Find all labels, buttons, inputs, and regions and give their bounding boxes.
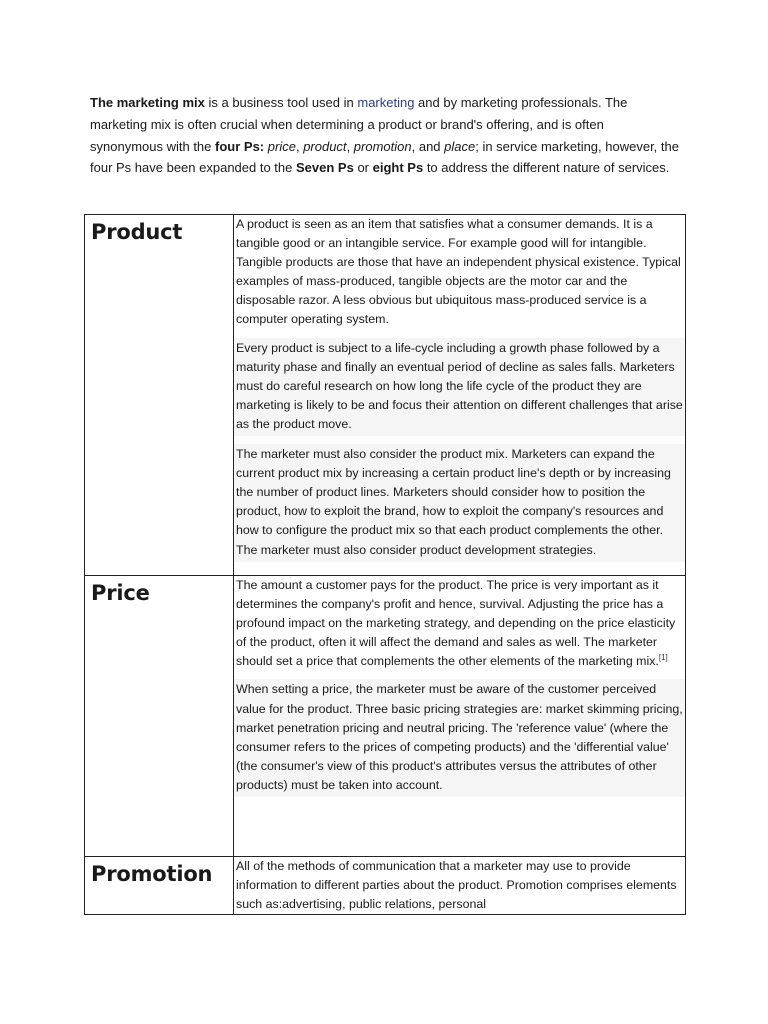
marketing-mix-table (84, 214, 686, 915)
product-paragraph-2: Every product is subject to a life-cycle including a growth phase followed by a maturity phase and finally an eventual period of decline as sales falls. Marketers must do careful research on how long the life cycle of the product they are marketing is likely to be and focus their attention on different challenges that arise as the product move. (234, 338, 685, 436)
price-paragraph-1 (234, 576, 685, 671)
intro-text: ; in service marketing, however, the four Ps have been expanded to the (90, 138, 679, 176)
intro-text: , (295, 138, 304, 154)
product-paragraph-1: A product is seen as an item that satisfies what a consumer demands. It is a tangible good or an intangible service. For example good will for intangible. Tangible products are those that have an independent physical existence. Typical examples of mass-produced, tangible objects are the motor car and the disposable razor. A less obvious but ubiquitous mass-produced service is a computer operating system. (236, 217, 681, 327)
intro-term-product: product (303, 138, 347, 154)
intro-term-four-ps: four Ps: (215, 138, 265, 154)
promotion-paragraph-1: All of the methods of communication that a marketer may use to provide information to different parties about the product. Promotion comprises elements such as:advertising, public relations, personal (236, 859, 677, 912)
row-text-cell (234, 576, 686, 857)
row-label-cell (85, 857, 234, 915)
row-label-price: Price (91, 581, 150, 605)
intro-paragraph (90, 92, 680, 179)
row-label-product: Product (91, 220, 183, 244)
intro-term-price: price (267, 138, 296, 154)
row-text-cell (234, 215, 686, 576)
row-label-cell (85, 576, 234, 857)
row-label-promotion: Promotion (91, 862, 213, 886)
intro-term-promotion: promotion (353, 138, 412, 154)
marketing-link[interactable]: marketing (357, 95, 415, 110)
intro-text: or (353, 160, 373, 176)
intro-term-place: place (444, 138, 476, 154)
row-label-cell (85, 215, 234, 576)
table-row-price (85, 576, 686, 857)
intro-text: , (346, 138, 354, 154)
product-paragraph-3: The marketer must also consider the product mix. Marketers can expand the current product mix by increasing a certain product line's depth or by increasing the number of product lines. Marketers should consider how to position the product, how to exploit the brand, how to exploit the company's resources and how to configure the product mix so that each product complements the other. The marketer must also consider product development strategies. (234, 444, 685, 562)
intro-text: and by marketing professionals. The marketing mix is often crucial when determining a product or brand's offering, and is often synonymous with the (90, 95, 628, 154)
row-text-cell (234, 857, 686, 915)
intro-text: is a business tool used in (204, 95, 358, 110)
price-paragraph-1-text: The amount a customer pays for the product. The price is very important as it determines the company's profit and hence, survival. Adjusting the price has a profound impact on the marketing strategy, and depending on the price elasticity of the product, often it will affect the demand and sales as well. The marketer should set a price that complements the other elements of the marketing mix. (236, 578, 676, 669)
footnote-reference[interactable]: [1] (658, 653, 668, 663)
intro-term-marketing-mix: The marketing mix (90, 95, 205, 110)
intro-text: to address the different nature of services. (423, 160, 670, 176)
intro-text: , and (411, 138, 445, 154)
table-row-product (85, 215, 686, 576)
intro-term-seven-ps: Seven Ps (296, 160, 354, 176)
price-paragraph-2: When setting a price, the marketer must be aware of the customer perceived value for the product. Three basic pricing strategies are: market skimming pricing, market penetration pricing and neutral pricing. The 'reference value' (where the consumer refers to the prices of competing products) and the 'differential value' (the consumer's view of this product's attributes versus the attributes of other products) must be taken into account. (234, 679, 685, 797)
table-row-promotion (85, 857, 686, 915)
intro-term-eight-ps: eight Ps (372, 160, 424, 176)
